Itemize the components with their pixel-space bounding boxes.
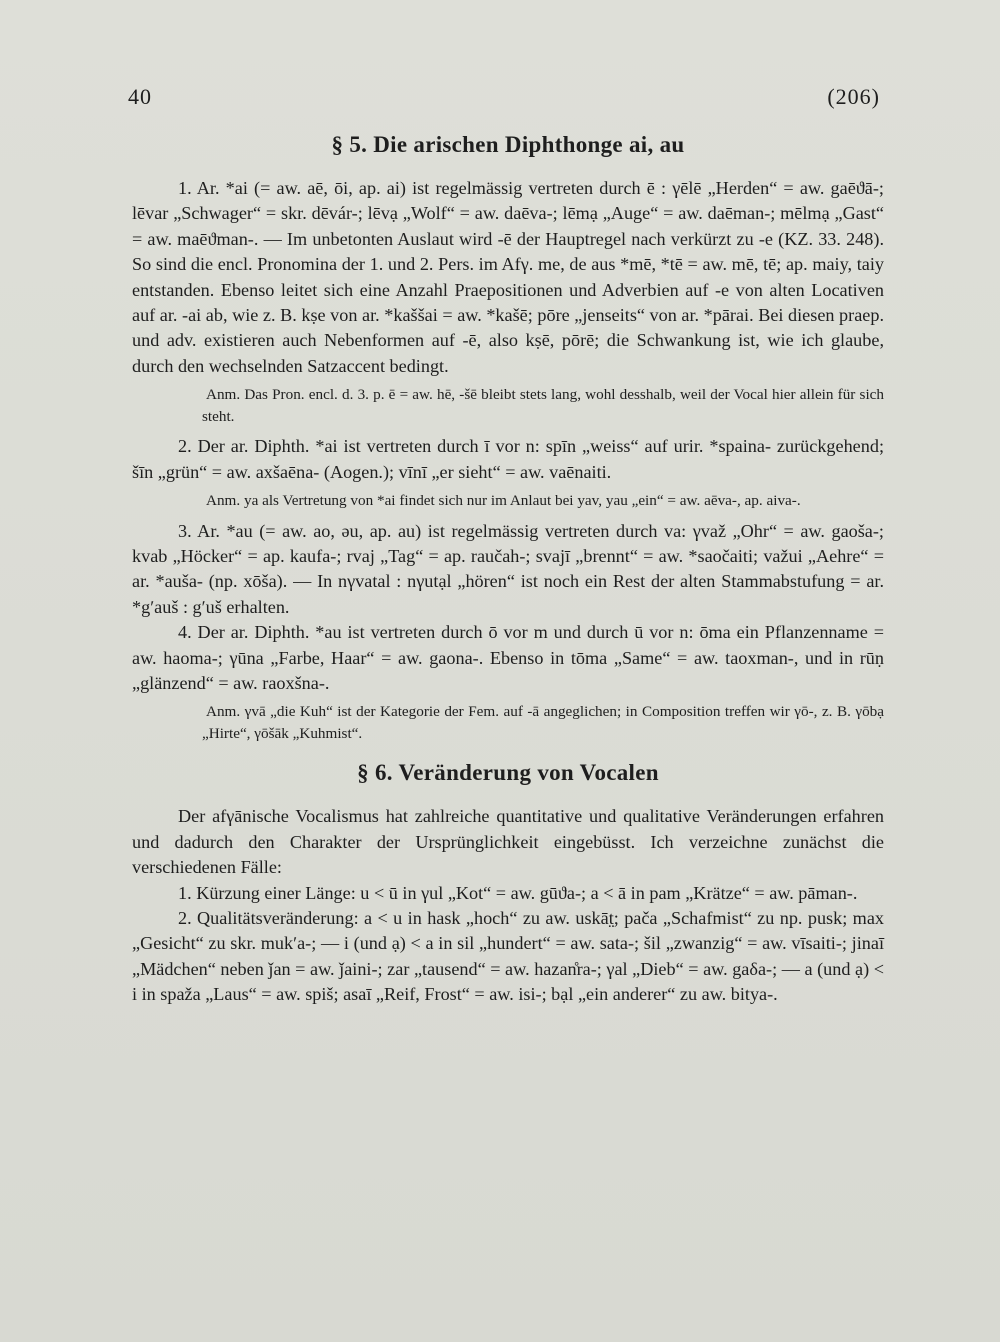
section-5-note-2: Anm. ya als Vertretung von *ai findet sich nur im Anlaut bei yav, yau „ein“ = aw. aēva-, ap. aiva-.: [206, 492, 801, 510]
page-number-right: (206): [827, 84, 880, 109]
section-5-paragraph-2: 2. Der ar. Diphth. *ai ist vertreten durch ī vor n: spīn „weiss“ auf urir. *spaina- zurückgehend; šīn „grün“ = aw. axšaēna- (Aogen.); vīnī „er sieht“ = aw. vaēnaiti.: [132, 436, 884, 482]
section-5-note-1: Anm. Das Pron. encl. d. 3. p. ē = aw. hē, -šē bleibt stets lang, wohl desshalb, weil der Vocal hier allein für sich steht.: [202, 386, 884, 425]
section-5-paragraph-4: 4. Der ar. Diphth. *au ist vertreten durch ō vor m und durch ū vor n: ōma ein Pflanzenname = aw. haoma-; γūna „Farbe, Haar“ = aw. gaona-. Ebenso in tōma „Same“ = aw. taoxman-, und in rūṇ „glänzend“ = aw. raoxšna-.: [132, 622, 884, 693]
section-6-paragraph-3: 2. Qualitätsveränderung: a < u in hask „hoch“ zu aw. uskāt̤; pača „Schafmist“ zu np. pusk; max „Gesicht“ zu skr. mukʹa-; — i (und ạ) < a in sil „hundert“ = aw. sata-; šil „zwanzig“ = aw. vīsaiti-; jinaī „Mädchen“ neben ǰan = aw. ǰaini-; zar „tausend“ = aw. hazan̊ra-; γal „Dieb“ = aw. gaδa-; — a (und ạ) < i in spaža „Laus“ = aw. spiš; asaī „Reif, Frost“ = aw. isi-; bạl „ein anderer“ zu aw. bitya-.: [132, 908, 884, 1005]
section-5-title: § 5. Die arischen Diphthonge ai, au: [331, 132, 685, 157]
section-6-paragraph-2: 1. Kürzung einer Länge: u < ū in γul „Kot“ = aw. gūϑa-; a < ā in pam „Krätze“ = aw. pāman-.: [178, 882, 858, 903]
section-5-note-3: Anm. γvā „die Kuh“ ist der Kategorie der Fem. auf -ā angeglichen; in Composition treffen wir γō-, z. B. γōbạ „Hirte“, γōšāk „Kuhmist“.: [202, 703, 884, 742]
section-5-paragraph-3: 3. Ar. *au (= aw. ao, əu, ap. au) ist regelmässig vertreten durch va: γvaž „Ohr“ = aw. gaoša-; kvab „Höcker“ = ap. kaufa-; rvaj „Tag“ = ap. raučah-; svajī „brennt“ = aw. *saočaiti; važui „Aehre“ = ar. *auša- (np. xōša). — In nγvatal : nγutạl „hören“ ist noch ein Rest der alten Stammabstufung = ar. *gʹauš : gʹuš erhalten.: [132, 520, 884, 617]
section-5-paragraph-1: 1. Ar. *ai (= aw. aē, ōi, ap. ai) ist regelmässig vertreten durch ē : γēlē „Herden“ = aw. gaēϑā-; lēvar „Schwager“ = skr. dēvár-; lēvạ „Wolf“ = aw. daēva-; lēmạ „Auge“ = aw. daēman-; mēlmạ „Gast“ = aw. maēϑman-. — Im unbetonten Auslaut wird -ē der Hauptregel nach verkürzt zu -e (KZ. 33. 248). So sind die encl. Pronomina der 1. und 2. Pers. im Afγ. me, de aus *mē, *tē = aw. mē, tē; ap. maiy, taiy entstanden. Ebenso leitet sich eine Anzahl Praepositionen und Adverbien auf -e von alten Locativen auf ar. -ai ab, wie z. B. kṣe von ar. *kaššai = aw. *kašē; pōre „jenseits“ von ar. *pārai. Bei diesen praep. und adv. existieren auch Nebenformen auf -ē, also kṣē, pōrē; die Schwankung ist, wie ich glaube, durch den wechselnden Satzaccent bedingt.: [132, 178, 884, 376]
section-6-paragraph-1: Der afγānische Vocalismus hat zahlreiche quantitative und qualitative Veränderungen erfahren und dadurch den Charakter der Ursprünglichkeit eingebüsst. Ich verzeichne zunächst die verschiedenen Fälle:: [132, 806, 884, 878]
page-number-left: 40: [128, 84, 152, 109]
section-6-title: § 6. Veränderung von Vocalen: [357, 760, 659, 786]
page-body: [132, 120, 884, 1008]
